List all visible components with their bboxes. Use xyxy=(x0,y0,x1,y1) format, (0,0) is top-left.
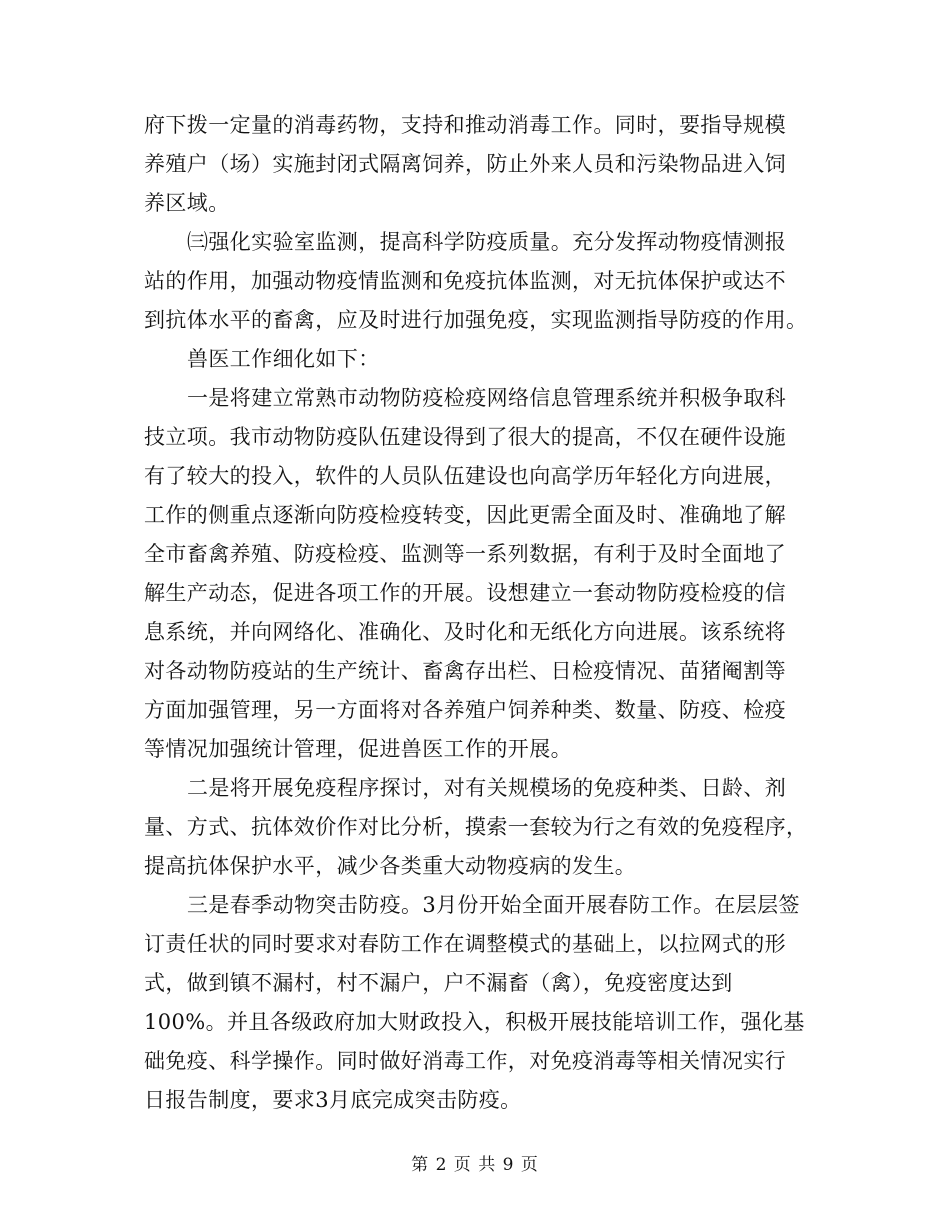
body-text-line: 到抗体水平的畜禽，应及时进行加强免疫，实现监测指导防疫的作用。 xyxy=(144,308,808,332)
body-text-line: 量、方式、抗体效价作对比分析，摸索一套较为行之有效的免疫程序， xyxy=(144,815,808,839)
body-text-line: 养殖户（场）实施封闭式隔离饲养，防止外来人员和污染物品进入饲 xyxy=(144,152,786,176)
body-text-line: 息系统，并向网络化、准确化、及时化和无纸化方向进展。该系统将 xyxy=(144,620,786,644)
body-text-line: 养区域。 xyxy=(144,191,230,215)
body-text-line: 三是春季动物突击防疫。3月份开始全面开展春防工作。在层层签 xyxy=(187,893,800,917)
body-text-line: 础免疫、科学操作。同时做好消毒工作，对免疫消毒等相关情况实行 xyxy=(144,1049,786,1073)
body-text-line: 兽医工作细化如下： xyxy=(187,347,380,371)
body-text-line: 站的作用，加强动物疫情监测和免疫抗体监测，对无抗体保护或达不 xyxy=(144,269,786,293)
body-text-line: 解生产动态，促进各项工作的开展。设想建立一套动物防疫检疫的信 xyxy=(144,581,786,605)
body-text-line: 等情况加强统计管理，促进兽医工作的开展。 xyxy=(144,737,572,761)
body-text-line: 一是将建立常熟市动物防疫检疫网络信息管理系统并积极争取科 xyxy=(187,386,787,410)
body-text-line: 工作的侧重点逐渐向防疫检疫转变，因此更需全面及时、准确地了解 xyxy=(144,503,786,527)
body-text-line: 式，做到镇不漏村，村不漏户，户不漏畜（禽），免疫密度达到 xyxy=(144,971,733,995)
body-text-line: 有了较大的投入，软件的人员队伍建设也向高学历年轻化方向进展， xyxy=(144,464,786,488)
body-text-line: 对各动物防疫站的生产统计、畜禽存出栏、日检疫情况、苗猪阉割等 xyxy=(144,659,786,683)
body-text-line: ㈢强化实验室监测，提高科学防疫质量。充分发挥动物疫情测报 xyxy=(187,230,787,254)
body-text-line: 方面加强管理，另一方面将对各养殖户饲养种类、数量、防疫、检疫 xyxy=(144,698,786,722)
body-text-line: 100%。并且各级政府加大财政投入，积极开展技能培训工作，强化基 xyxy=(144,1010,805,1034)
body-text-line: 订责任状的同时要求对春防工作在调整模式的基础上，以拉网式的形 xyxy=(144,932,786,956)
body-text-line: 二是将开展免疫程序探讨，对有关规模场的免疫种类、日龄、剂 xyxy=(187,776,787,800)
body-text-line: 全市畜禽养殖、防疫检疫、监测等一系列数据，有利于及时全面地了 xyxy=(144,542,786,566)
body-text-line: 日报告制度，要求3月底完成突击防疫。 xyxy=(144,1088,522,1112)
body-text-line: 府下拨一定量的消毒药物，支持和推动消毒工作。同时，要指导规模 xyxy=(144,113,786,137)
body-text-line: 提高抗体保护水平，减少各类重大动物疫病的发生。 xyxy=(144,854,637,878)
body-text-line: 技立项。我市动物防疫队伍建设得到了很大的提高，不仅在硬件设施 xyxy=(144,425,786,449)
page-number-footer: 第 2 页 共 9 页 xyxy=(411,1155,539,1175)
